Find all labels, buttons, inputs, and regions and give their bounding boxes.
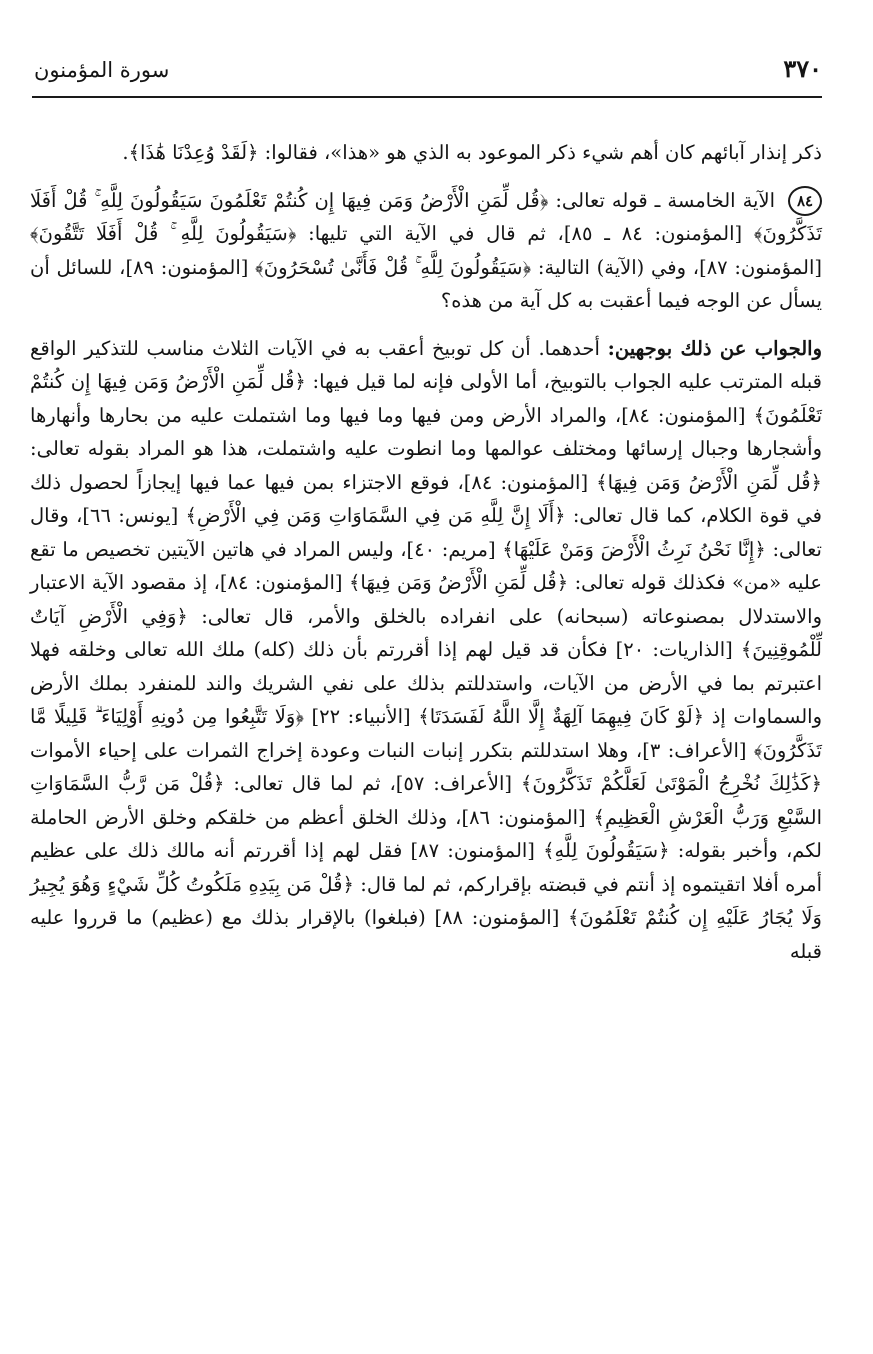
page-header [32,50,822,98]
paragraph-2-text: الآية الخامسة ـ قوله تعالى: ﴿قُل لِّمَنِ الْأَرْضُ وَمَن فِيهَا إِن كُنتُمْ تَعْلَمُونَ سَيَقُولُونَ لِلَّهِ ۚ قُلْ أَفَلَا تَذَكَّرُونَ﴾ [المؤمنون: ٨٤ ـ ٨٥]، ثم قال في الآية التي تليها: ﴿سَيَقُولُونَ لِلَّهِ ۚ قُلْ أَفَلَا تَتَّقُونَ﴾ [المؤمنون: ٨٧]، وفي (الآية) التالية: ﴿سَيَقُولُونَ لِلَّهِ ۚ قُلْ فَأَنَّىٰ تُسْحَرُونَ﴾ [المؤمنون: ٨٩]، للسائل أن يسأل عن الوجه فيما أعقبت به كل آية من هذه؟ [30,188,822,312]
surah-title: سورة المؤمنون [34,58,170,82]
paragraph-3-text: أحدهما. أن كل توبيخ أعقب به في الآيات الثلاث مناسب للتذكير الواقع قبله المترتب عليه الجواب بالتوبيخ، أما الأولى فإنه لما قيل فيها: ﴿قُل لِّمَنِ الْأَرْضُ وَمَن فِيهَا إِن كُنتُمْ تَعْلَمُونَ﴾ [المؤمنون: ٨٤]، والمراد الأرض ومن فيها وما فيها وما اشتملت عليه من بحارها وأنهارها وأشجارها وجبال إرسائها ومختلف عوالمها وما انطوت عليه واشتملت، هذا هو المراد بقوله تعالى: ﴿قُل لِّمَنِ الْأَرْضُ وَمَن فِيهَا﴾ [المؤمنون: ٨٤]، فوقع الاجتزاء بمن فيها عما فيها إيجازاً لحصول ذلك في قوة الكلام، كما قال تعالى: ﴿أَلَا إِنَّ لِلَّهِ مَن فِي السَّمَاوَاتِ وَمَن فِي الْأَرْضِ﴾ [يونس: ٦٦]، وقال تعالى: ﴿إِنَّا نَحْنُ نَرِثُ الْأَرْضَ وَمَنْ عَلَيْهَا﴾ [مريم: ٤٠]، وليس المراد في هاتين الآيتين تخصيص ما تقع عليه «من» فكذلك قوله تعالى: ﴿قُل لِّمَنِ الْأَرْضُ وَمَن فِيهَا﴾ [المؤمنون: ٨٤]، إذ مقصود الآية الاعتبار والاستدلال بمصنوعاته (سبحانه) على انفراده بالخلق والأمر، قال تعالى: ﴿وَفِي الْأَرْضِ آيَاتٌ لِّلْمُوقِنِينَ﴾ [الذاريات: ٢٠] فكأن قد قيل لهم إذا أقررتم بأن ذلك (كله) ملك الله تعالى وخلقه فهلا اعتبرتم بما في الأرض من الآيات، واستدللتم بذلك على نفي الشريك والند للمنفرد بملك الأرض والسماوات إذ ﴿لَوْ كَانَ فِيهِمَا آلِهَةٌ إِلَّا اللَّهُ لَفَسَدَتَا﴾ [الأنبياء: ٢٢] ﴿وَلَا تَتَّبِعُوا مِن دُونِهِ أَوْلِيَاءَ ۗ قَلِيلًا مَّا تَذَكَّرُونَ﴾ [الأعراف: ٣]، وهلا استدللتم بتكرر إنبات النبات وعودة إخراج الثمرات على إحياء الأموات ﴿كَذَٰلِكَ نُخْرِجُ الْمَوْتَىٰ لَعَلَّكُمْ تَذَكَّرُونَ﴾ [الأعراف: ٥٧]، ثم لما قال تعالى: ﴿قُلْ مَن رَّبُّ السَّمَاوَاتِ السَّبْعِ وَرَبُّ الْعَرْشِ الْعَظِيمِ﴾ [المؤمنون: ٨٦]، وذلك الخلق أعظم من خلقكم وخلق الأرض الحاملة لكم، وأخبر بقوله: ﴿سَيَقُولُونَ لِلَّهِ﴾ [المؤمنون: ٨٧] فقل لهم إذا أقررتم أنه مالك ذلك على عظيم أمره أفلا اتقيتموه إذ أنتم في قبضته بإقراركم، ثم لما قال: ﴿قُلْ مَن بِيَدِهِ مَلَكُوتُ كُلِّ شَيْءٍ وَهُوَ يُجِيرُ وَلَا يُجَارُ عَلَيْهِ إِن كُنتُمْ تَعْلَمُونَ﴾ [المؤمنون: ٨٨] (فبلغوا) بالإقرار بذلك مع (عظيم) ما قرروا عليه قبله [30,336,823,963]
page-body [30,136,822,982]
page-number: ٣٧٠ [783,54,822,83]
paragraph-2 [30,184,822,318]
verse-number-badge: ٨٤ [788,186,822,216]
paragraph-3 [30,332,822,969]
answer-lead: والجواب عن ذلك بوجهين: [607,336,822,360]
paragraph-1: ذكر إنذار آبائهم كان أهم شيء ذكر الموعود به الذي هو «هذا»، فقالوا: ﴿لَقَدْ وُعِدْنَا هَٰذَا﴾. [122,141,822,164]
